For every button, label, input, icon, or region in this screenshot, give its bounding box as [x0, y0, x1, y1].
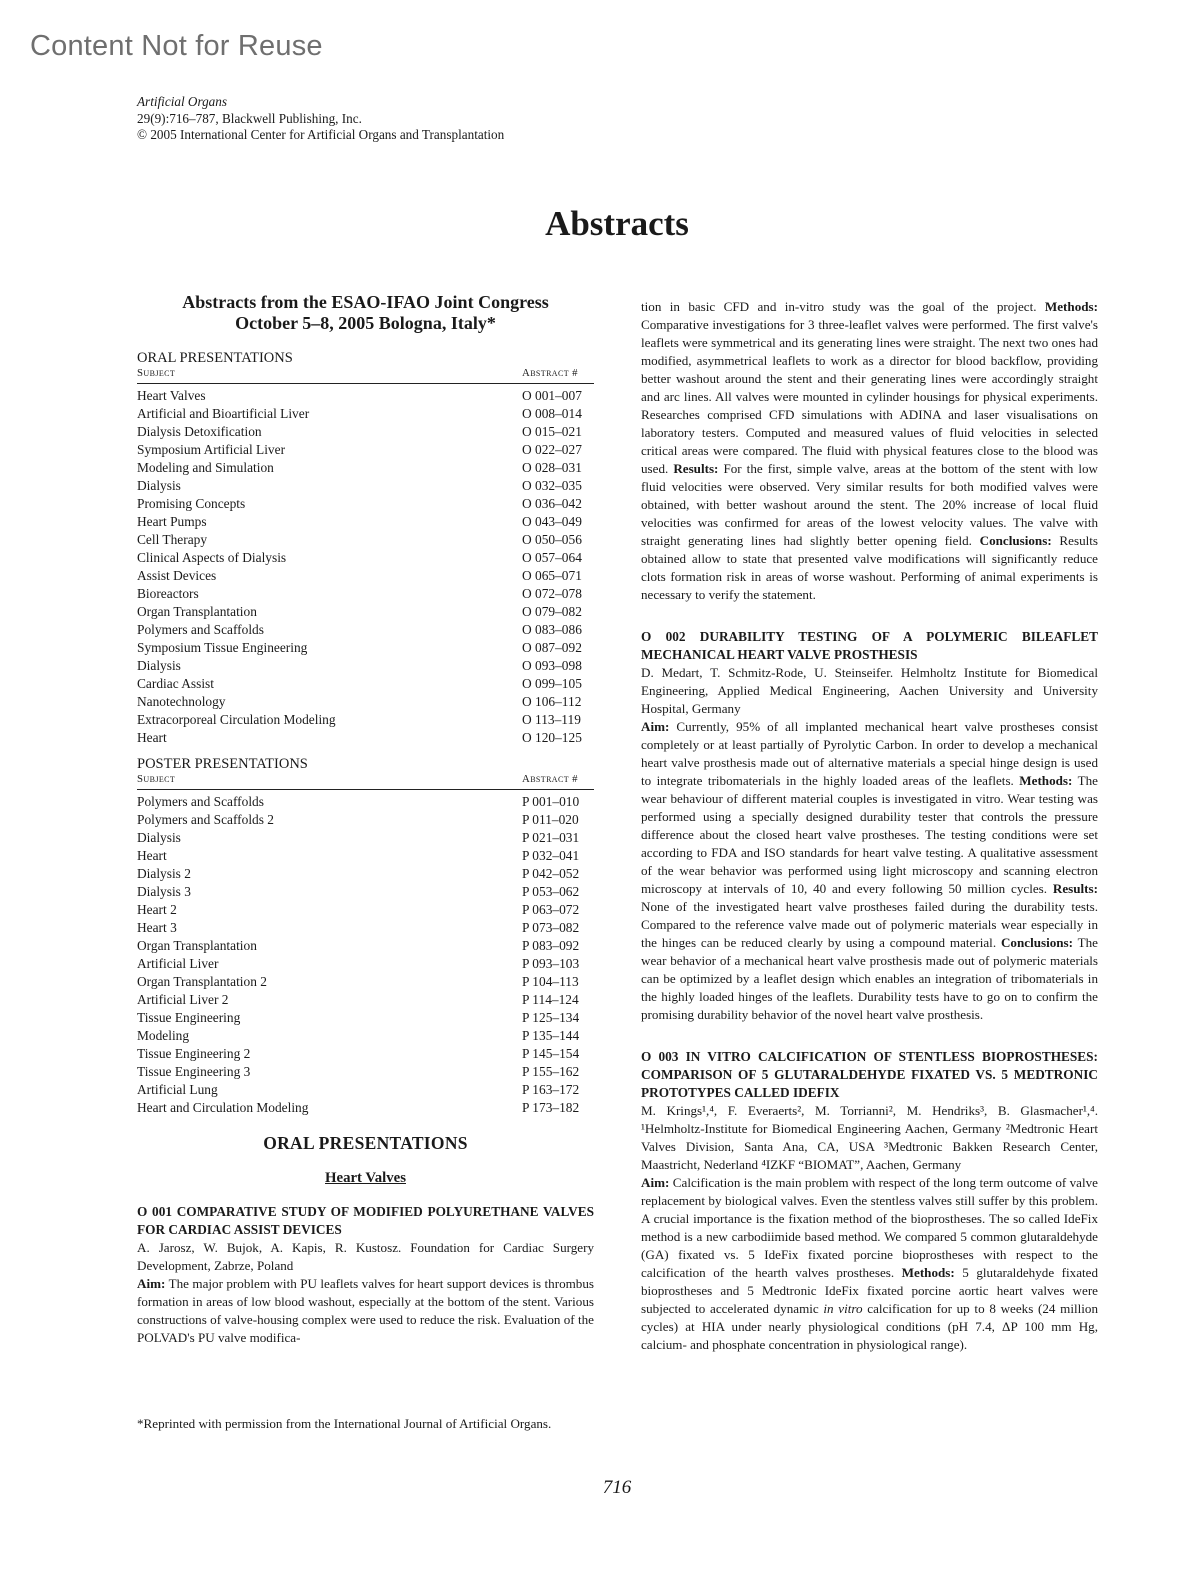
aim-text: Currently, 95% of all implanted mechanical heart valve prostheses consist completely or at least partially of Pyrolytic Carbon. In order to develop a mechanical heart valve prosthesis made out of alternative materials a special hinge design is used to integrate tribomaterials in the highly loaded areas of the leaflets. — [641, 719, 1098, 788]
toc-row — [137, 495, 594, 513]
journal-citation: 29(9):716–787, Blackwell Publishing, Inc. — [137, 110, 362, 126]
toc-abstract-range: O 093–098 — [522, 658, 582, 673]
toc-row — [137, 1045, 594, 1063]
toc-abstract-range: P 104–113 — [522, 974, 579, 989]
toc-row — [137, 973, 594, 991]
toc-row — [137, 829, 594, 847]
toc-subject: Heart — [137, 730, 167, 745]
aim-label: Aim: — [137, 1276, 166, 1291]
toc-subject: Organ Transplantation 2 — [137, 974, 267, 989]
toc-abstract-range: O 083–086 — [522, 622, 582, 637]
toc-row — [137, 901, 594, 919]
toc-abstract-range: P 042–052 — [522, 866, 580, 881]
results-text: None of the investigated heart valve prostheses failed during the durability tests. Compared to the reference valve made out of polymeric materials wear especially in the hinges can be reduced clearly by using a compound material. — [641, 899, 1098, 950]
toc-subject: Cardiac Assist — [137, 676, 214, 691]
toc-abstract-range: P 053–062 — [522, 884, 580, 899]
journal-header — [137, 94, 504, 144]
toc-row — [137, 865, 594, 883]
toc-abstract-range: P 125–134 — [522, 1010, 580, 1025]
toc-row — [137, 991, 594, 1009]
aim-text: The major problem with PU leaflets valves for heart support devices is thrombus formation in areas of low blood washout, especially at the bottom of the stent. Various constructions of valve-housing complex were used to reduce the risk. Evaluation of the POLVAD's PU valve modifica- — [137, 1276, 594, 1345]
abstract-authors: M. Krings¹,⁴, F. Everaerts², M. Torrianni², M. Hendriks³, B. Glasmacher¹,⁴. ¹Helmholtz-Institute for Biomedical Engineering Aachen, Germany ²Medtronic Heart Valves Division, Santa Ana, CA, USA ³Medtronic Bakken Research Center, Maastricht, Nederland ⁴IZKF “BIOMAT”, Aachen, Germany — [641, 1103, 1098, 1172]
abstract-column-header: Abstract # — [522, 773, 578, 785]
subject-column-header: Subject — [137, 773, 176, 785]
abstract-body — [137, 1275, 594, 1347]
toc-subject: Tissue Engineering 2 — [137, 1046, 251, 1061]
toc-row — [137, 459, 594, 477]
toc-subject: Symposium Tissue Engineering — [137, 640, 308, 655]
toc-subject: Polymers and Scaffolds 2 — [137, 812, 274, 827]
abstract-title: O 001 COMPARATIVE STUDY OF MODIFIED POLYURETHANE VALVES FOR CARDIAC ASSIST DEVICES — [137, 1204, 594, 1237]
toc-row — [137, 1009, 594, 1027]
methods-text: The wear behaviour of different material couples is investigated in vitro. Wear testing was performed using a specially designed durability tester that controls the pressure difference about the closed heart valve prostheses. The testing conditions were set according to FDA and ISO standards for heart valve testing. A qualitative assessment of the wear behavior was performed using light microscopy and scanning electron microscopy at intervals of 10, 40 and every following 50 million cycles. — [641, 773, 1098, 896]
toc-abstract-range: P 173–182 — [522, 1100, 580, 1115]
toc-subject: Artificial Liver — [137, 956, 219, 971]
abstract-continuation — [641, 298, 1098, 604]
conclusions-text: Results obtained allow to state that presented valve modifications will significantly reduce clots formation risk in areas of worse washout. Performing of animal experiments is necessary to verify the statement. — [641, 533, 1098, 602]
toc-subject: Promising Concepts — [137, 496, 246, 511]
toc-subject: Modeling and Simulation — [137, 460, 274, 475]
methods-text: 5 glutaraldehyde fixated bioprostheses and 5 Medtronic IdeFix fixated porcine aortic heart valves were subjected to accelerated dynamic — [641, 1265, 1098, 1316]
toc-subject: Nanotechnology — [137, 694, 226, 709]
toc-abstract-range: P 001–010 — [522, 794, 580, 809]
congress-title-line2: October 5–8, 2005 Bologna, Italy* — [235, 313, 496, 333]
toc-abstract-range: P 011–020 — [522, 812, 579, 827]
toc-abstract-range: O 043–049 — [522, 514, 582, 529]
toc-row — [137, 711, 594, 729]
continuation-text: tion in basic CFD and in-vitro study was the goal of the project. — [641, 299, 1045, 314]
toc-abstract-range: O 008–014 — [522, 406, 582, 421]
toc-subject: Dialysis 3 — [137, 884, 191, 899]
watermark: Content Not for Reuse — [30, 30, 323, 62]
toc-row — [137, 621, 594, 639]
toc-subject: Extracorporeal Circulation Modeling — [137, 712, 336, 727]
results-label: Results: — [1052, 881, 1098, 896]
section-heading: ORAL PRESENTATIONS — [263, 1133, 468, 1153]
toc-abstract-range: O 113–119 — [522, 712, 581, 727]
toc-row — [137, 531, 594, 549]
results-text: For the first, simple valve, areas at the bottom of the stent with low fluid velocities were observed. Very similar results for both modified valves were obtained, with better washout around the stent. The 20% increase of local fluid velocities was confirmed for areas of the lowest velocity values. The valve with straight generating lines had slightly better opening field. — [641, 461, 1098, 548]
toc-abstract-range: P 135–144 — [522, 1028, 580, 1043]
toc-abstract-range: P 163–172 — [522, 1082, 580, 1097]
toc-abstract-range: P 083–092 — [522, 938, 580, 953]
toc-row — [137, 657, 594, 675]
methods-label: Methods: — [1019, 773, 1073, 788]
methods-label: Methods: — [1044, 299, 1098, 314]
toc-subject: Heart Valves — [137, 388, 206, 403]
toc-subject: Heart 3 — [137, 920, 177, 935]
poster-toc-rows — [137, 793, 594, 1117]
toc-row — [137, 423, 594, 441]
toc-row — [137, 1063, 594, 1081]
toc-subject: Dialysis — [137, 478, 181, 493]
toc-row — [137, 513, 594, 531]
subject-column-header: Subject — [137, 367, 176, 379]
toc-abstract-range: O 057–064 — [522, 550, 582, 565]
abstract-body — [641, 718, 1098, 1024]
toc-row — [137, 567, 594, 585]
toc-row — [137, 811, 594, 829]
toc-row — [137, 441, 594, 459]
toc-subject: Bioreactors — [137, 586, 199, 601]
toc-row — [137, 955, 594, 973]
toc-subject: Cell Therapy — [137, 532, 208, 547]
toc-subject: Artificial Liver 2 — [137, 992, 229, 1007]
toc-row — [137, 1027, 594, 1045]
toc-abstract-range: O 036–042 — [522, 496, 582, 511]
toc-abstract-range: P 032–041 — [522, 848, 580, 863]
toc-subject: Assist Devices — [137, 568, 217, 583]
toc-abstract-range: O 120–125 — [522, 730, 582, 745]
toc-subject: Organ Transplantation — [137, 938, 257, 953]
aim-label: Aim: — [641, 719, 670, 734]
conclusions-text: The wear behavior of a mechanical heart valve prosthesis made out of polymeric materials can be optimized by a leaflet design which enables an integration of tribomaterials in the highly loaded hinges of the leaflets. Durability tests have to go on to confirm the promising durability behavior of the novel heart valve prosthesis. — [641, 935, 1098, 1022]
methods-label: Methods: — [901, 1265, 955, 1280]
abstract-authors: A. Jarosz, W. Bujok, A. Kapis, R. Kustosz. Foundation for Cardiac Surgery Development, Zabrze, Poland — [137, 1240, 594, 1273]
toc-row — [137, 847, 594, 865]
left-column — [137, 292, 594, 1347]
toc-abstract-range: O 079–082 — [522, 604, 582, 619]
toc-subject: Dialysis 2 — [137, 866, 191, 881]
toc-abstract-range: O 099–105 — [522, 676, 582, 691]
toc-row — [137, 387, 594, 405]
toc-row — [137, 585, 594, 603]
toc-abstract-range: P 145–154 — [522, 1046, 580, 1061]
abstract-column-header: Abstract # — [522, 367, 578, 379]
toc-row — [137, 603, 594, 621]
oral-toc-heading: ORAL PRESENTATIONS — [137, 350, 293, 366]
results-label: Results: — [673, 461, 719, 476]
toc-row — [137, 729, 594, 747]
right-column — [641, 298, 1098, 1354]
toc-row — [137, 919, 594, 937]
toc-abstract-range: O 072–078 — [522, 586, 582, 601]
journal-copyright: © 2005 International Center for Artificial Organs and Transplantation — [137, 127, 505, 142]
subsection-heading: Heart Valves — [325, 1170, 406, 1186]
congress-title — [137, 292, 594, 334]
toc-abstract-range: P 155–162 — [522, 1064, 580, 1079]
page-title: Abstracts — [545, 204, 689, 243]
abstract-title: O 002 DURABILITY TESTING OF A POLYMERIC BILEAFLET MECHANICAL HEART VALVE PROSTHESIS — [641, 629, 1098, 662]
oral-toc-rows — [137, 387, 594, 747]
journal-name: Artificial Organs — [137, 94, 227, 109]
aim-label: Aim: — [641, 1175, 670, 1190]
conclusions-label: Conclusions: — [979, 533, 1052, 548]
congress-title-line1: Abstracts from the ESAO-IFAO Joint Congress — [182, 292, 549, 312]
toc-subject: Tissue Engineering — [137, 1010, 241, 1025]
toc-row — [137, 675, 594, 693]
toc-subject: Tissue Engineering 3 — [137, 1064, 251, 1079]
toc-subject: Organ Transplantation — [137, 604, 257, 619]
toc-subject: Clinical Aspects of Dialysis — [137, 550, 287, 565]
poster-toc-header — [137, 773, 594, 790]
conclusions-label: Conclusions: — [1000, 935, 1074, 950]
toc-row — [137, 405, 594, 423]
methods-text: calcification for up to 8 weeks (24 million cycles) at HIA under nearly physiological conditions (pH 7.4, ΔP 100 mm Hg, calcium- and phosphate concentration in physiological range). — [641, 1301, 1098, 1352]
aim-text: Calcification is the main problem with respect of the long term outcome of valve replacement by biological valves. Even the stentless valves still suffer by this problem. A crucial importance is the fixation method of the bioprostheses. The so called IdeFix method is a new carbodiimide based method. We compared 5 common glutaraldehyde (GA) fixated vs. 5 IdeFix fixated porcine bioprostheses with respect to the calcification of the hearth valves prostheses. — [641, 1175, 1098, 1280]
toc-abstract-range: O 001–007 — [522, 388, 582, 403]
toc-abstract-range: O 087–092 — [522, 640, 582, 655]
toc-subject: Dialysis Detoxification — [137, 424, 262, 439]
toc-subject: Heart 2 — [137, 902, 177, 917]
toc-subject: Dialysis — [137, 830, 181, 845]
abstract-body — [641, 1174, 1098, 1354]
poster-toc — [137, 755, 594, 1117]
toc-row — [137, 883, 594, 901]
oral-toc-header — [137, 367, 594, 384]
toc-abstract-range: O 015–021 — [522, 424, 582, 439]
toc-row — [137, 1081, 594, 1099]
toc-row — [137, 1099, 594, 1117]
oral-toc — [137, 349, 594, 747]
toc-subject: Dialysis — [137, 658, 181, 673]
toc-subject: Heart — [137, 848, 167, 863]
footnote: *Reprinted with permission from the International Journal of Artificial Organs. — [137, 1416, 552, 1431]
page-number: 716 — [602, 1477, 632, 1498]
toc-abstract-range: O 032–035 — [522, 478, 582, 493]
methods-text: Comparative investigations for 3 three-leaflet valves were performed. The first valve's leaflets were symmetrical and its generating lines were straight. The next two ones had modified, asymmetrical leaflets to work as a director for blood backflow, providing better washout around the stent and their generating lines were accordingly straight and arc lines. All valves were mounted in cylinder housings for physical experiments. Researches comprised CFD simulations with ADINA and laser visualisations on laboratory testers. Computed and measured values of fluid velocities in selected critical areas were compared. The fluid with physical features close to the blood was used. — [641, 317, 1098, 476]
poster-toc-heading: POSTER PRESENTATIONS — [137, 756, 308, 772]
toc-abstract-range: O 065–071 — [522, 568, 582, 583]
toc-subject: Polymers and Scaffolds — [137, 794, 264, 809]
toc-abstract-range: P 073–082 — [522, 920, 580, 935]
toc-abstract-range: O 028–031 — [522, 460, 582, 475]
toc-subject: Heart Pumps — [137, 514, 207, 529]
abstract-authors: D. Medart, T. Schmitz-Rode, U. Steinseifer. Helmholtz Institute for Biomedical Engineering, Applied Medical Engineering, Aachen University and University Hospital, Germany — [641, 665, 1098, 716]
toc-subject: Symposium Artificial Liver — [137, 442, 286, 457]
toc-subject: Artificial Lung — [137, 1082, 218, 1097]
toc-subject: Modeling — [137, 1028, 190, 1043]
toc-abstract-range: O 050–056 — [522, 532, 582, 547]
toc-row — [137, 793, 594, 811]
toc-abstract-range: O 022–027 — [522, 442, 582, 457]
toc-row — [137, 477, 594, 495]
toc-row — [137, 693, 594, 711]
toc-subject: Heart and Circulation Modeling — [137, 1100, 309, 1115]
toc-abstract-range: P 063–072 — [522, 902, 580, 917]
toc-row — [137, 549, 594, 567]
toc-abstract-range: P 114–124 — [522, 992, 579, 1007]
toc-abstract-range: O 106–112 — [522, 694, 582, 709]
methods-italic: in vitro — [823, 1301, 863, 1316]
toc-abstract-range: P 021–031 — [522, 830, 580, 845]
toc-subject: Artificial and Bioartificial Liver — [137, 406, 310, 421]
toc-abstract-range: P 093–103 — [522, 956, 580, 971]
toc-row — [137, 639, 594, 657]
toc-row — [137, 937, 594, 955]
toc-subject: Polymers and Scaffolds — [137, 622, 264, 637]
abstract-title: O 003 IN VITRO CALCIFICATION OF STENTLESS BIOPROSTHESES: COMPARISON OF 5 GLUTARALDEHYDE FIXATED VS. 5 MEDTRONIC PROTOTYPES CALLED IDEFIX — [641, 1049, 1098, 1100]
